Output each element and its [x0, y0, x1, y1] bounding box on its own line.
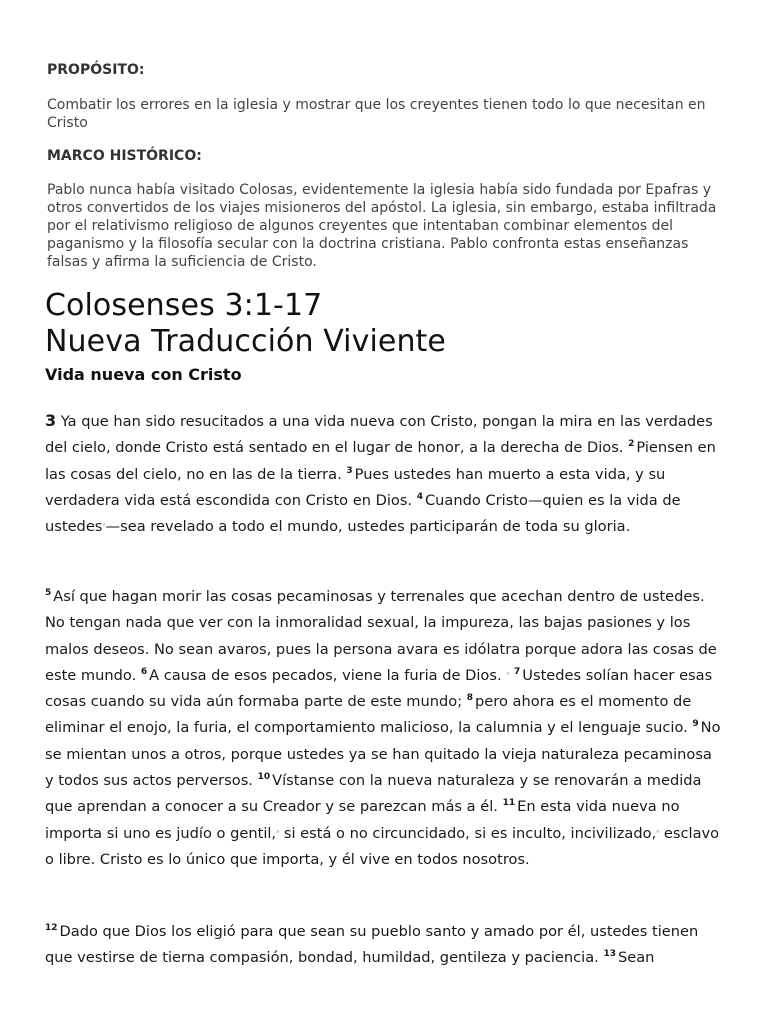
- verse-text: pero ahora es el momento de eliminar el enojo, la furia, el comportamiento malicioso, la calumnia y el lenguaje sucio.: [45, 693, 693, 737]
- verse-number: 13: [603, 949, 616, 960]
- footnote-marker[interactable]: ᵃ: [656, 827, 660, 837]
- purpose-heading: PROPÓSITO:: [47, 62, 145, 78]
- historical-context-text: Pablo nunca había visitado Colosas, evidentemente la iglesia había sido fundada por Epafras y otros convertidos de los viajes misioneros del apóstol. La iglesia, sin embargo, estaba infiltrada por el relativismo religioso de algunos creyentes que intentaban combinar elementos del paganismo y la filosofía secular con la doctrina cristiana. Pablo confronta estas enseñanzas falsas y afirma la suficiencia de Cristo.: [47, 182, 717, 270]
- verse-text: Cuando Cristo—quien es la vida de ustedes: [45, 491, 681, 536]
- verse-text: Así que hagan morir las cosas pecaminosas y terrenales que acechan dentro de ustedes. No tengan nada que ver con la inmoralidad sexual, la impureza, las bajas pasiones y los malos deseos. No sean avaros, pues la persona avara es idólatra porque adora las cosas de este mundo.: [45, 588, 717, 684]
- verse-text: Vístanse con la nueva naturaleza y se renovarán a medida que aprendan a conocer a su Creador y se parezcan más a él.: [45, 772, 702, 816]
- verse-paragraph-2: [45, 584, 723, 873]
- historical-context-heading: MARCO HISTÓRICO:: [47, 148, 202, 164]
- bible-version-title: Nueva Traducción Viviente: [45, 324, 446, 359]
- verse-text: si está o no circuncidado, si es inculto, incivilizado,: [279, 824, 657, 842]
- footnote-marker[interactable]: ᵃ: [276, 827, 280, 837]
- verse-paragraph-1: [45, 408, 723, 540]
- verse-text: esclavo o libre. Cristo es lo único que importa, y él vive en todos nosotros.: [45, 824, 720, 868]
- footnote-marker[interactable]: ᵃ: [506, 669, 510, 679]
- verse-number: 10: [257, 772, 271, 783]
- verse-number: 7: [514, 666, 521, 677]
- verse-text: Dado que Dios los eligió para que sean su pueblo santo y amado por él, ustedes tienen que vestirse de tierna compasión, bondad, humildad, gentileza y paciencia.: [45, 923, 699, 967]
- chapter-number: 3: [45, 411, 57, 430]
- purpose-text: Combatir los errores en la iglesia y mostrar que los creyentes tienen todo lo que necesitan en Cristo: [47, 97, 706, 131]
- verse-number: 5: [45, 588, 52, 598]
- verse-number: 8: [466, 693, 474, 704]
- verse-number: 4: [416, 491, 423, 502]
- verse-number: 12: [45, 923, 58, 933]
- verse-text: —sea revelado a todo el mundo, ustedes participarán de toda su gloria.: [105, 518, 631, 536]
- footnote-marker[interactable]: ᵃ: [102, 521, 106, 531]
- verse-text: Ya que han sido resucitados a una vida nueva con Cristo, pongan la mira en las verdades del cielo, donde Cristo está sentado en el lugar de honor, a la derecha de Dios.: [45, 413, 713, 457]
- verse-number: 9: [692, 719, 699, 730]
- verse-paragraph-3: [45, 919, 723, 972]
- verse-text: Pues ustedes han muerto a esta vida, y su verdadera vida está escondida con Cristo en Dios.: [45, 465, 666, 509]
- verse-number: 11: [502, 798, 516, 809]
- passage-reference: Colosenses 3:1-17: [45, 288, 323, 323]
- verse-number: 3: [346, 465, 353, 476]
- verse-text: A causa de esos pecados, viene la furia de Dios.: [149, 666, 507, 684]
- verse-text: En esta vida nueva no importa si uno es judío o gentil,: [45, 798, 680, 842]
- verse-text: No se mientan unos a otros, porque ustedes ya se han quitado la vieja naturaleza pecaminosa y todos sus actos perversos.: [45, 719, 721, 790]
- verse-text: Ustedes solían hacer esas cosas cuando su vida aún formaba parte de este mundo;: [45, 666, 713, 711]
- verse-text: Piensen en las cosas del cielo, no en las de la tierra.: [45, 439, 716, 483]
- verse-number: 6: [140, 666, 148, 677]
- section-title: Vida nueva con Cristo: [45, 365, 242, 384]
- verse-number: 2: [628, 439, 635, 450]
- verse-text: Sean: [617, 949, 655, 967]
